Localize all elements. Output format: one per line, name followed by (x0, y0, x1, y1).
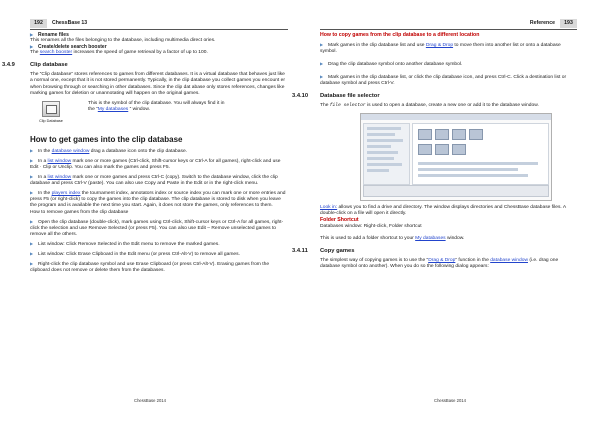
section-clip-database-title: 3.4.9 Clip database (2, 62, 68, 69)
remove-item-2: ▶ List window: Click Remove Selected in the Edit menu to remove the marked games. (30, 240, 220, 247)
right-footer: ChessBase 2014 (434, 398, 466, 403)
remove-games-heading: How to remove games from the clip database (30, 209, 129, 215)
bullet-triangle-icon: ▶ (320, 73, 324, 79)
screenshot-folder-tree (363, 123, 410, 185)
copy-games-heading: How to copy games from the clip database to a different location (320, 32, 480, 38)
right-header-title: Reference (529, 20, 555, 26)
right-page-header (320, 19, 577, 30)
remove-item-1: ▶ Open the clip database (double-click), mark games using Ctrl-click, Shift-cursor keys or Ctrl-A for all games, right-click the selection and use Remove Selected (or press F5). You can also use Edit – Remove unselected games to remove all the others. (30, 218, 284, 237)
search-booster-heading: ▶ Create/delete search booster (30, 44, 107, 51)
clip-database-symbol-text: This is the symbol of the clip database. You will always find it in the “My databases ” window. (88, 100, 225, 112)
bullet-triangle-icon: ▶ (30, 190, 34, 196)
drag-drop-link[interactable]: Drag & Drop (425, 42, 454, 48)
bullet-triangle-icon: ▶ (30, 44, 34, 50)
clip-database-icon (42, 101, 60, 117)
bullet-triangle-icon: ▶ (30, 261, 34, 267)
clip-database-caption: Clip Database (39, 118, 63, 123)
bullet-triangle-icon: ▶ (30, 147, 34, 153)
folder-shortcut-text: Databases window: Right-click, Folder shortcut (320, 223, 422, 229)
bullet-triangle-icon: ▶ (320, 41, 324, 47)
remove-item-3: ▶ List window: Click Erase Clipboard in the Edit menu (or press Ctrl-Alt-V) to remove all games. (30, 250, 240, 257)
screenshot-file-area (412, 123, 549, 185)
file-selector-text: The file selector is used to open a database, create a new one or add it to the database window. (320, 103, 539, 109)
bullet-triangle-icon: ▶ (30, 240, 34, 246)
remove-item-4: ▶ Right-click the clip database symbol and use Erase Clipboard (or press Ctrl-Alt-V). Erasing games from the clipboard does not remove or delete them from the databases. (30, 261, 270, 274)
rename-files-heading: ▶ Rename files (30, 32, 69, 38)
bullet-triangle-icon: ▶ (30, 157, 34, 163)
database-window-link[interactable]: database window (51, 148, 90, 154)
rename-files-text: This renames all the files belonging to the database, including multimedia direct ories. (30, 38, 216, 44)
left-content (2, 32, 288, 274)
clip-database-symbol (35, 101, 67, 127)
copy-item-3: ▶ Mark games in the clip database list, or click the clip database icon, and press Ctrl-C. Click a destination list or database symbol and press Ctrl-V. (320, 73, 567, 86)
how-to-get-games-heading: How to get games into the clip database (30, 134, 183, 144)
right-page-number: 193 (560, 19, 577, 28)
players-index-link[interactable]: players index (51, 191, 81, 197)
file-selector-screenshot (360, 113, 552, 201)
bullet-triangle-icon: ▶ (30, 250, 34, 256)
right-content (292, 32, 577, 270)
get-games-item-2: ▶ In a list window mark one or more games (Ctrl-click, Shift-cursor keys or Ctrl-A for all games), right-click and use Edit · Clip or Unclip. You can also mark the games and press F5. (30, 157, 281, 170)
copy-item-2: ▶ Drag the clip database symbol onto another database symbol. (320, 60, 463, 67)
left-footer: ChessBase 2014 (134, 398, 166, 403)
database-window-link-2[interactable]: database window (490, 258, 528, 264)
search-booster-text: The search booster increases the speed of game retrieval by a factor of up to 100. (30, 50, 208, 56)
look-in-text: Look in: allows you to find a drive and directory. The window displays directories and ChessBase database files. A double-click on a file will open it directly. (320, 205, 566, 217)
bullet-triangle-icon: ▶ (320, 60, 324, 66)
copy-games-text: The simplest way of copying games is to use the “Drag & Drop” function in the database window (i.e. drag one database symbol onto another). When you do so the following dialog appears: (320, 258, 559, 270)
look-in-label[interactable]: Look in: (320, 205, 338, 211)
clip-database-symbol-row (30, 101, 288, 127)
list-window-link[interactable]: list window (47, 158, 72, 164)
search-booster-link[interactable]: search booster (39, 50, 73, 56)
bullet-triangle-icon: ▶ (30, 218, 34, 224)
left-page-number: 192 (30, 19, 47, 28)
my-databases-link-2[interactable]: My databases (415, 236, 446, 242)
folder-shortcut-text-2: This is used to add a folder shortcut to your My databases window. (320, 236, 465, 242)
clip-database-text: The “Clip database” stores references to games from different databases. It is a virtual database that behaves just like a normal one, except that it is not stored permanently. Typically, in the clip database you collect games you encount er when browsing through or searching in other databases. Since the clip dat abase only stores references, changes like marking games for deletion or unannotating will happen on the original games. (30, 72, 285, 96)
section-copy-games-title: 3.4.11 Copy games (292, 248, 355, 255)
bullet-triangle-icon: ▶ (30, 32, 34, 37)
left-header-title: ChessBase 13 (52, 20, 88, 26)
left-page-header (30, 19, 288, 30)
get-games-item-1: ▶ In the database window drag a database icon onto the clip database. (30, 147, 188, 154)
screenshot-bottom-bar (363, 185, 549, 197)
folder-shortcut-heading: Folder Shortcut (320, 217, 359, 224)
get-games-item-3: ▶ In a list window mark one or more games and press Ctrl-C (copy). Switch to the database window, click the clip database and press Ctrl-V (paste). You can also use Copy and Paste in the Edit or in the right-click menu. (30, 174, 278, 187)
section-file-selector-title: 3.4.10 Database file selector (292, 93, 380, 100)
right-page (292, 0, 600, 424)
list-window-link[interactable]: list window (47, 175, 72, 181)
my-databases-link[interactable]: My databases (97, 106, 129, 112)
drag-drop-link-2[interactable]: Drag & Drop (428, 258, 456, 264)
get-games-item-4: ▶ In the players index the tournament index, annotators index or source index you can mark one or more entries and press F5 (or right-click) to copy the games into the clip database. The clip database is stored to disk when you leave the program and is available the next time you start. Again, it does not store the games, only references to them. (30, 190, 286, 209)
screenshot-title-bar (361, 114, 551, 120)
bullet-triangle-icon: ▶ (30, 174, 34, 180)
copy-item-1: ▶ Mark games in the clip database list and use Drag & Drop to move them into another list or onto a database symbol. (320, 41, 561, 54)
